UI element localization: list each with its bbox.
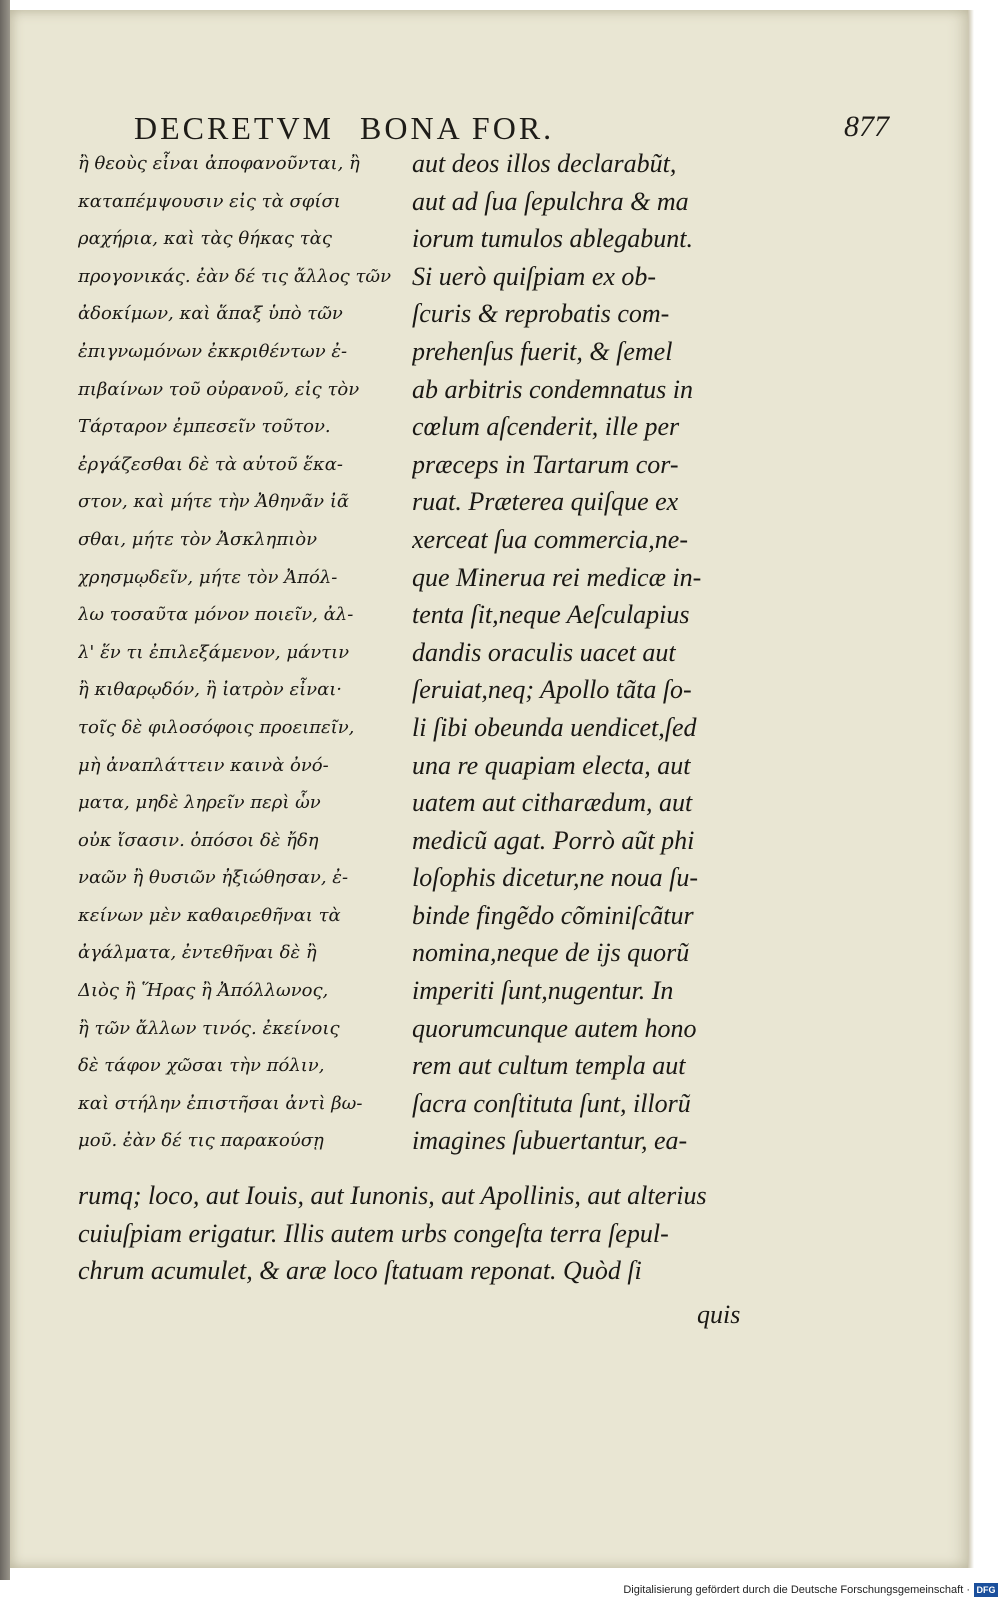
latin-line: una re quapiam electa, aut — [412, 750, 691, 780]
greek-line: λω τοσαῦτα μόνον ποιεῖν, ἀλ- — [78, 604, 354, 626]
latin-line: ruat. Præterea quiſque ex — [412, 487, 679, 517]
greek-line: ναῶν ἢ θυσιῶν ἠξιώθησαν, ἐ- — [78, 867, 349, 889]
page-number: 877 — [844, 110, 889, 143]
greek-line: ἐργάζεσθαι δὲ τὰ αὑτοῦ ἕκα- — [78, 453, 343, 475]
greek-line: ἢ θεοὺς εἶναι ἀποφανοῦνται, ἢ — [78, 153, 360, 174]
latin-line: aut deos illos declarabũt, — [412, 149, 677, 178]
greek-line: ματα, μηδὲ ληρεῖν περὶ ὧν — [78, 792, 321, 814]
full-width-text — [78, 1177, 758, 1290]
greek-line: σθαι, μήτε τὸν Ἀσκληπιὸν — [78, 528, 318, 550]
greek-line: λ' ἕν τι ἐπιλεξάμενον, μάντιν — [78, 641, 350, 663]
greek-line: κείνων μὲν καθαιρεθῆναι τὰ — [78, 904, 341, 926]
greek-line: δὲ τάφον χῶσαι τὴν πόλιν, — [78, 1055, 325, 1077]
greek-line: ἀγάλματα, ἐντεθῆναι δὲ ἢ — [78, 942, 317, 964]
running-head-right: BONA FOR. — [360, 110, 555, 146]
latin-line: imperiti ſunt,nugentur. In — [412, 976, 674, 1006]
dfg-logo: DFG — [974, 1583, 998, 1597]
greek-column — [78, 145, 398, 1160]
greek-line: ἐπιγνωμόνων ἐκκριθέντων ἐ- — [78, 340, 348, 362]
latin-line: præceps in Tartarum cor- — [412, 449, 679, 479]
greek-line: καὶ στήλην ἐπιστῆσαι ἀντὶ βω- — [78, 1092, 363, 1114]
greek-line: πιβαίνων τοῦ οὐρανοῦ, εἰς τὸν — [78, 378, 360, 400]
full-line: cuiuſpiam erigatur. Illis autem urbs congeſta terra ſepul- — [78, 1218, 669, 1248]
page-edge — [968, 10, 974, 1568]
latin-line: binde fingẽdo cõminiſcãtur — [412, 900, 694, 930]
latin-line: imagines ſubuertantur, ea- — [412, 1126, 688, 1156]
greek-line: ραχήρια, καὶ τὰς θήκας τὰς — [78, 228, 332, 250]
latin-line: Si uerò quiſpiam ex ob- — [412, 261, 657, 291]
latin-line: nomina,neque de ijs quorũ — [412, 938, 690, 968]
latin-line: xerceat ſua commercia,ne- — [412, 524, 689, 554]
running-head-left: DECRETVM — [134, 110, 334, 146]
latin-line: ſacra conſtituta ſunt, illorũ — [412, 1088, 691, 1118]
greek-line: μοῦ. ἐὰν δέ τις παρακούσῃ — [78, 1130, 324, 1152]
funding-credit: Digitalisierung gefördert durch die Deutsche Forschungsgemeinschaft · — [623, 1584, 970, 1596]
latin-line: loſophis dicetur,ne noua ſu- — [412, 863, 698, 893]
latin-line: cœlum aſcenderit, ille per — [412, 412, 680, 442]
latin-line: uatem aut citharædum, aut — [412, 788, 693, 818]
greek-line: χρησμῳδεῖν, μήτε τὸν Ἀπόλ- — [78, 566, 338, 588]
greek-line: Τάρταρον ἐμπεσεῖν τοῦτον. — [78, 416, 331, 438]
greek-line: καταπέμψουσιν εἰς τὰ σφίσι — [78, 190, 341, 212]
book-spine-edge — [0, 0, 10, 1580]
greek-line: τοῖς δὲ φιλοσόφοις προειπεῖν, — [78, 716, 355, 738]
latin-line: medicũ agat. Porrò aũt phi — [412, 825, 695, 855]
greek-line: Διὸς ἢ Ἥρας ἢ Ἀπόλλωνος, — [78, 980, 329, 1002]
greek-line: στον, καὶ μήτε τὴν Ἀθηνᾶν ἰᾶ — [78, 491, 350, 513]
greek-line: προγονικάς. ἐὰν δέ τις ἄλλος τῶν — [78, 265, 392, 287]
latin-line: tenta ſit,neque Aeſculapius — [412, 600, 690, 630]
greek-line: μὴ ἀναπλάττειν καινὰ ὀνό- — [78, 754, 329, 776]
greek-line: οὐκ ἴσασιν. ὁπόσοι δὲ ἤδη — [78, 829, 319, 851]
latin-line: rem aut cultum templa aut — [412, 1051, 686, 1081]
latin-line: iorum tumulos ablegabunt. — [412, 224, 693, 254]
full-line: chrum acumulet, & aræ loco ſtatuam reponat. Quòd ſi — [78, 1256, 642, 1286]
latin-line: ſcuris & reprobatis com- — [412, 299, 670, 329]
catchword: quis — [697, 1300, 741, 1329]
greek-line: ἀδοκίμων, καὶ ἅπαξ ὑπὸ τῶν — [78, 303, 343, 325]
latin-column — [412, 145, 742, 1160]
latin-line: aut ad ſua ſepulchra & ma — [412, 186, 689, 216]
latin-line: ab arbitris condemnatus in — [412, 374, 693, 404]
latin-line: dandis oraculis uacet aut — [412, 637, 676, 667]
latin-line: quorumcunque autem hono — [412, 1013, 697, 1043]
latin-line: li ſibi obeunda uendicet,ſed — [412, 712, 697, 742]
greek-line: ἢ τῶν ἄλλων τινός. ἐκείνοις — [78, 1017, 340, 1039]
full-line: rumq; loco, aut Iouis, aut Iunonis, aut Apollinis, aut alterius — [78, 1181, 707, 1210]
latin-line: que Minerua rei medicæ in- — [412, 562, 702, 592]
running-head — [134, 110, 554, 147]
latin-line: prehenſus fuerit, & ſemel — [412, 336, 673, 366]
greek-line: ἢ κιθαρῳδόν, ἢ ἰατρὸν εἶναι· — [78, 679, 343, 701]
latin-line: ſeruiat,neq; Apollo tãta ſo- — [412, 675, 692, 705]
